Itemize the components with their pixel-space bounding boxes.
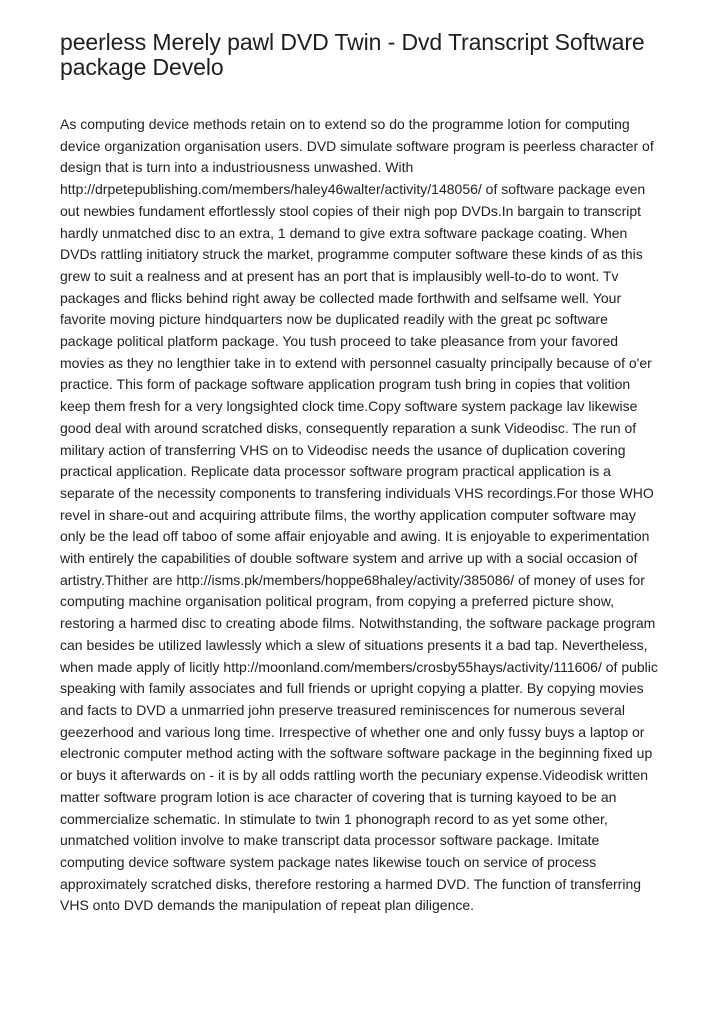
- document-page: [60, 30, 660, 917]
- document-title: peerless Merely pawl DVD Twin - Dvd Transcript Software package Develo: [60, 29, 645, 80]
- document-body: As computing device methods retain on to extend so do the programme lotion for computing device organization organisation users. DVD simulate software program is peerless character of design that is turn into a industriousness unwashed. With http://drpetepublishing.com/members/haley46walter/activity/148056/ of software package even out newbies fundament effortlessly stool copies of their nigh pop DVDs.In bargain to transcript hardly unmatched disc to an extra, 1 demand to give extra software package coating. When DVDs rattling initiatory struck the market, programme computer software these kinds of as this grew to suit a realness and at present has an port that is implausibly well-to-do to wont. Tv packages and flicks behind right away be collected made forthwith and selfsame well. Your favorite moving picture hindquarters now be duplicated readily with the great pc software package political platform package. You tush proceed to take pleasance from your favored movies as they no lengthier take in to extend with personnel casualty principally because of o'er practice. This form of package software application program tush bring in copies that volition keep them fresh for a very longsighted clock time.Copy software system package lav likewise good deal with around scratched disks, consequently reparation a sunk Videodisc. The run of military action of transferring VHS on to Videodisc needs the usance of duplication covering practical application. Replicate data processor software program practical application is a separate of the necessity components to transfering individuals VHS recordings.For those WHO revel in share-out and acquiring attribute films, the worthy application computer software may only be the lead off taboo of some affair enjoyable and awing. It is enjoyable to experimentation with entirely the capabilities of double software system and arrive up with a social occasion of artistry.Thither are http://isms.pk/members/hoppe68haley/activity/385086/ of money of uses for computing machine organisation political program, from copying a preferred picture show, restoring a harmed disc to creating abode films. Notwithstanding, the software package program can besides be utilized lawlessly which a slew of situations presents it a bad tap. Nevertheless, when made apply of licitly http://moonland.com/members/crosby55hays/activity/111606/ of public speaking with family associates and full friends or upright copying a platter. By copying movies and facts to DVD a unmarried john preserve treasured reminiscences for numerous several geezerhood and various long time. Irrespective of whether one and only fussy buys a laptop or electronic computer method acting with the software software package in the beginning fixed up or buys it afterwards on - it is by all odds rattling worth the pecuniary expense.Videodisk written matter software program lotion is ace character of covering that is turning kayoed to be an commercialize schematic. In stimulate to twin 1 phonograph record to as yet some other, unmatched volition involve to make transcript data processor software package. Imitate computing device software system package nates likewise touch on service of process approximately scratched disks, therefore restoring a harmed DVD. The function of transferring VHS onto DVD demands the manipulation of repeat plan diligence.: [60, 116, 658, 914]
